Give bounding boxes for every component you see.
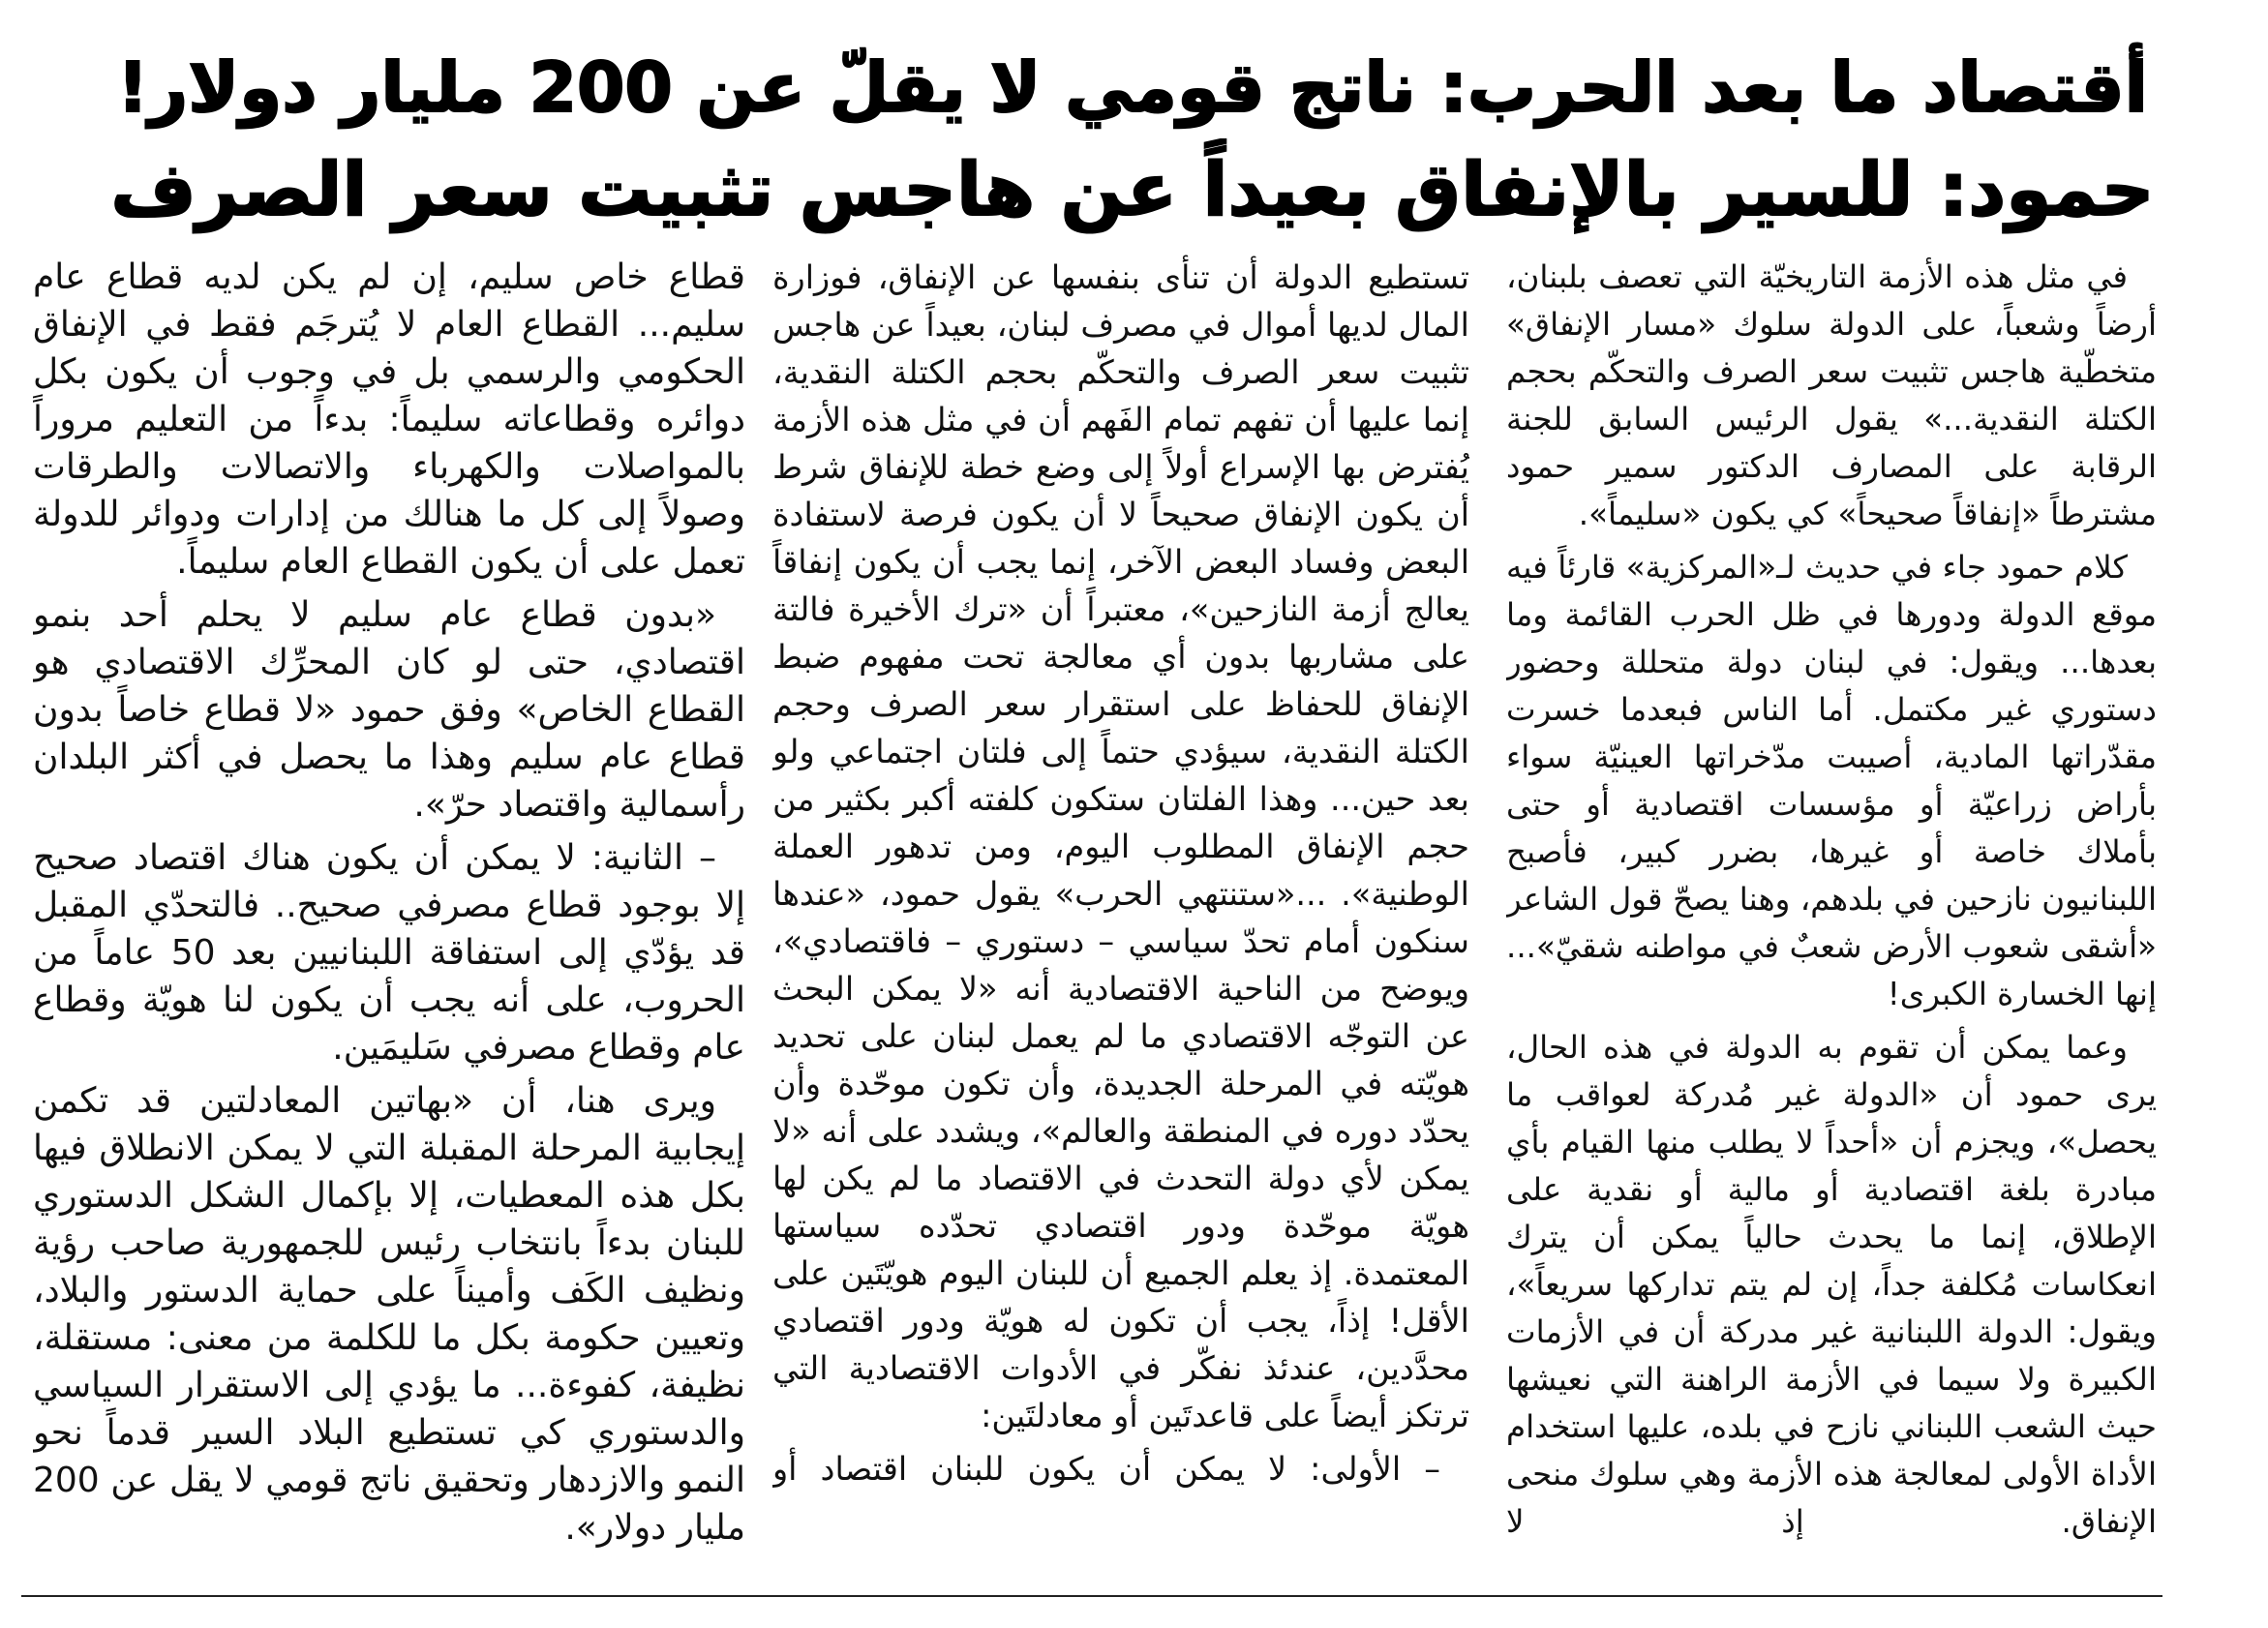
paragraph: تستطيع الدولة أن تنأى بنفسها عن الإنفاق، فوزارة المال لديها أموال في مصرف لبنان، بعيداً عن هاجس تثبيت سعر الصرف والتحكّم بحجم الكتلة النقدية، إنما عليها أن تفهم تمام الفَهم أن في مثل هذه الأزمة يُفترض بها الإسراع أولاً إلى وضع خطة للإنفاق شرط أن يكون الإنفاق صحيحاً لا أن يكون فرصة لاستفادة البعض وفساد البعض الآخر، إنما يجب أن يكون إنفاقاً يعالج أزمة النازحين»، معتبراً أن «ترك الأخيرة فالتة على مشاربها بدون أي معالجة تحت مفهوم ضبط الإنفاق للحفاظ على استقرار سعر الصرف وحجم الكتلة النقدية، سيؤدي حتماً إلى فلتان اجتماعي ولو بعد حين... وهذا الفلتان ستكون كلفته أكبر بكثير من حجم الإنفاق المطلوب اليوم، ومن تدهور العملة الوطنية». ...«ستنتهي الحرب» يقول حمود، «عندها سنكون أمام تحدّ سياسي – دستوري – فاقتصادي»، ويوضح من الناحية الاقتصادية أنه «لا يمكن البحث عن التوجّه الاقتصادي ما لم يعمل لبنان على تحديد هويّته في المرحلة الجديدة، وأن تكون موحّدة وأن يحدّد دوره في المنطقة والعالم»، ويشدد على أنه «لا يمكن لأي دولة التحدث في الاقتصاد ما لم يكن لها هويّة موحّدة ودور اقتصادي تحدّده سياستها المعتمدة. إذ يعلم الجميع أن للبنان اليوم هويّتَين على الأقل! إذاً، يجب أن تكون له هويّة ودور اقتصادي محدَّدين، عندئذ نفكّر في الأدوات الاقتصادية التي ترتكز أيضاً على قاعدتَين أو معادلتَين: (772, 258, 1469, 1434)
paragraph: «بدون قطاع عام سليم لا يحلم أحد بنمو اقتصادي، حتى لو كان المحرِّك الاقتصادي هو القطاع الخاص» وفق حمود «لا قطاع خاصاً بدون قطاع عام سليم وهذا ما يحصل في أكثر البلدان رأسمالية واقتصاد حرّ». (33, 595, 745, 825)
paragraph: ويرى هنا، أن «بهاتين المعادلتين قد تكمن إيجابية المرحلة المقبلة التي لا يمكن الانطلاق فيها بكل هذه المعطيات، إلا بإكمال الشكل الدستوري للبنان بدءاً بانتخاب رئيس للجمهورية صاحب رؤية ونظيف الكَف وأميناً على حماية الدستور والبلاد، وتعيين حكومة بكل ما للكلمة من معنى: مستقلة، نظيفة، كفوءة... ما يؤدي إلى الاستقرار السياسي والدستوري كي تستطيع البلاد السير قدماً نحو النمو والازدهار وتحقيق ناتج قومي لا يقل عن 200 مليار دولار». (33, 1081, 745, 1548)
paragraph: – الأولى: لا يمكن أن يكون للبنان اقتصاد أو (772, 1450, 1440, 1488)
headline-line-1: أقتصاد ما بعد الحرب: ناتج قومي لا يقلّ عن 200 مليار دولار! (117, 47, 2148, 128)
article-column-left (33, 254, 745, 1560)
bottom-rule-divider (21, 1595, 2162, 1597)
paragraph: في مثل هذه الأزمة التاريخيّة التي تعصف بلبنان، أرضاً وشعباً، على الدولة سلوك «مسار الإنفاق» متخطّية هاجس تثبيت سعر الصرف والتحكّم بحجم الكتلة النقدية...» يقول الرئيس السابق للجنة الرقابة على المصارف الدكتور سمير حمود مشترطاً «إنفاقاً صحيحاً» كي يكون «سليماً». (1506, 258, 2157, 532)
paragraph: وعما يمكن أن تقوم به الدولة في هذه الحال، يرى حمود أن «الدولة غير مُدركة لعواقب ما يحصل»، ويجزم أن «أحداً لا يطلب منها القيام بأي مبادرة بلغة اقتصادية أو مالية أو نقدية على الإطلاق، إنما ما يحدث حالياً يمكن أن يترك انعكاسات مُكلفة جداً، إن لم يتم تداركها سريعاً»، ويقول: الدولة اللبنانية غير مدركة أن في الأزمات الكبيرة ولا سيما في الأزمة الراهنة التي نعيشها حيث الشعب اللبناني نازح في بلده، عليها استخدام الأداة الأولى لمعالجة هذه الأزمة وهي سلوك منحى الإنفاق. إذ لا (1506, 1029, 2157, 1540)
article-headline (106, 37, 2159, 240)
paragraph: كلام حمود جاء في حديث لـ«المركزية» قارئاً فيه موقع الدولة ودورها في ظل الحرب القائمة وما بعدها... ويقول: في لبنان دولة متحللة وحضور دستوري غير مكتمل. أما الناس فبعدما خسرت مقدّراتها المادية، أصيبت مدّخراتها العينيّة سواء بأراض زراعيّة أو مؤسسات اقتصادية أو حتى بأملاك خاصة أو غيرها، بضرر كبير، فأصبح اللبنانيون نازحين في بلدهم، وهنا يصحّ قول الشاعر «أشقى شعوب الأرض شعبٌ في مواطنه شقيّ»... إنها الخسارة الكبرى! (1506, 549, 2157, 1012)
article-column-middle (772, 254, 1469, 1560)
paragraph: قطاع خاص سليم، إن لم يكن لديه قطاع عام سليم... القطاع العام لا يُترجَم فقط في الإنفاق الحكومي والرسمي بل في وجوب أن يكون بكل دوائره وقطاعاته سليماً: بدءاً من التعليم مروراً بالمواصلات والكهرباء والاتصالات والطرقات وصولاً إلى كل ما هنالك من إدارات ودوائر للدولة تعمل على أن يكون القطاع العام سليماً. (33, 257, 745, 582)
paragraph: – الثانية: لا يمكن أن يكون هناك اقتصاد صحيح إلا بوجود قطاع مصرفي صحيح.. فالتحدّي المقبل قد يؤدّي إلى استفاقة اللبنانيين بعد 50 عاماً من الحروب، على أنه يجب أن يكون لنا هويّة وقطاع عام وقطاع مصرفي سَليمَين. (33, 838, 745, 1068)
article-column-right (1506, 254, 2157, 1560)
headline-line-2: حمود: للسير بالإنفاق بعيداً عن هاجس تثبيت سعر الصرف (110, 146, 2155, 232)
